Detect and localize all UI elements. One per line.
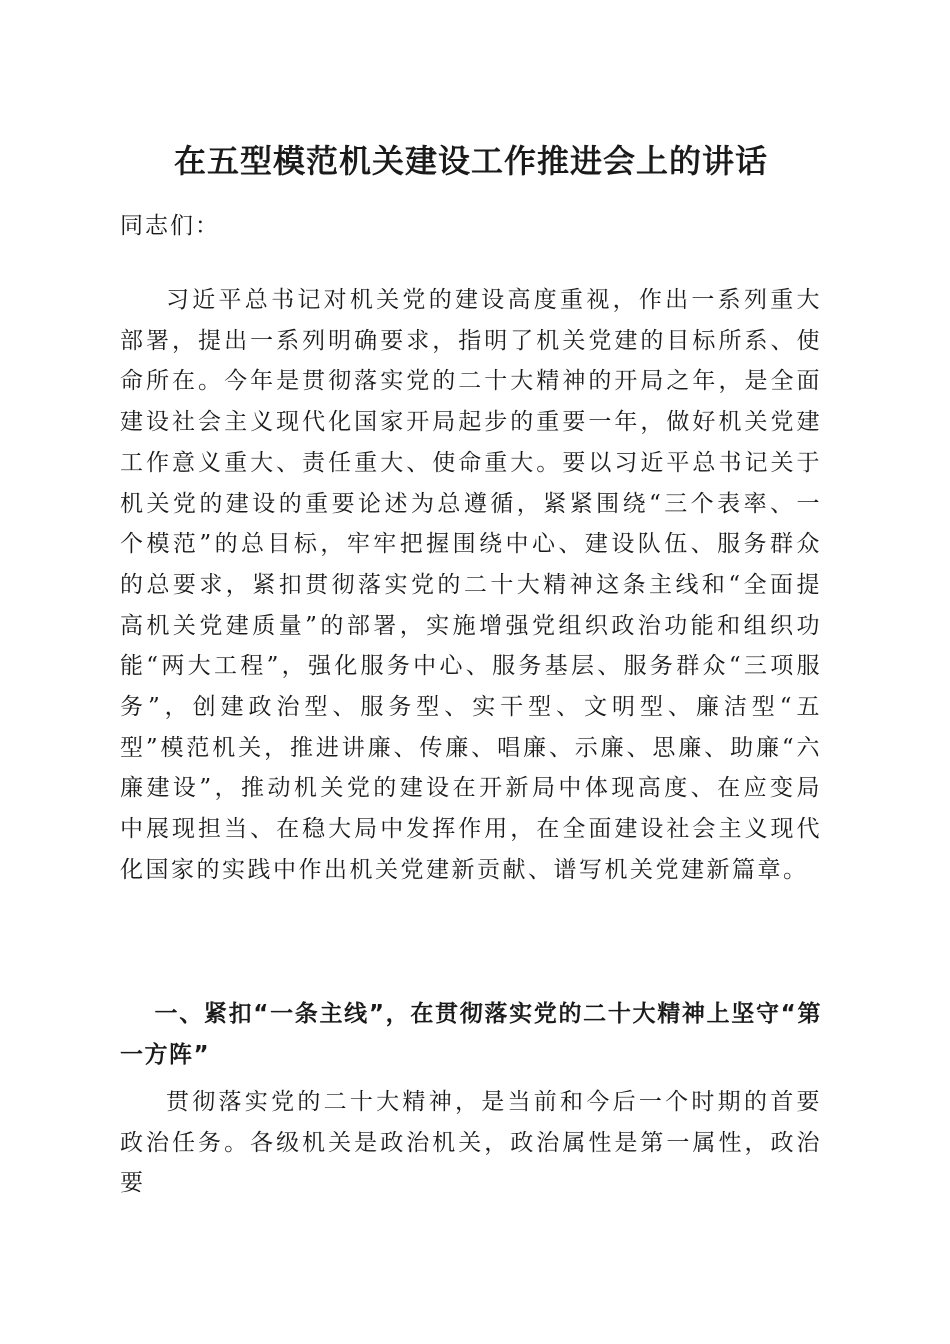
section-heading-1: 一、紧扣“一条主线”，在贯彻落实党的二十大精神上坚守“第一方阵”: [120, 1001, 822, 1068]
body-paragraph-2: 贯彻落实党的二十大精神，是当前和今后一个时期的首要政治任务。各级机关是政治机关，政治属性是第一属性，政治要: [120, 1089, 822, 1197]
salutation: 同志们：: [120, 213, 220, 239]
document-title: 在五型模范机关建设工作推进会上的讲话: [173, 142, 768, 180]
body-paragraph-1: 习近平总书记对机关党的建设高度重视，作出一系列重大部署，提出一系列明确要求，指明了机关党建的目标所系、使命所在。今年是贯彻落实党的二十大精神的开局之年，是全面建设社会主义现代化国家开局起步的重要一年，做好机关党建工作意义重大、责任重大、使命重大。要以习近平总书记关于机关党的建设的重要论述为总遵循，紧紧围绕“三个表率、一个模范”的总目标，牢牢把握围绕中心、建设队伍、服务群众的总要求，紧扣贯彻落实党的二十大精神这条主线和“全面提高机关党建质量”的部署，实施增强党组织政治功能和组织功能“两大工程”，强化服务中心、服务基层、服务群众“三项服务”，创建政治型、服务型、实干型、文明型、廉洁型“五型”模范机关，推进讲廉、传廉、唱廉、示廉、思廉、助廉“六廉建设”，推动机关党的建设在开新局中体现高度、在应变局中展现担当、在稳大局中发挥作用，在全面建设社会主义现代化国家的实践中作出机关党建新贡献、谱写机关党建新篇章。: [120, 287, 822, 883]
